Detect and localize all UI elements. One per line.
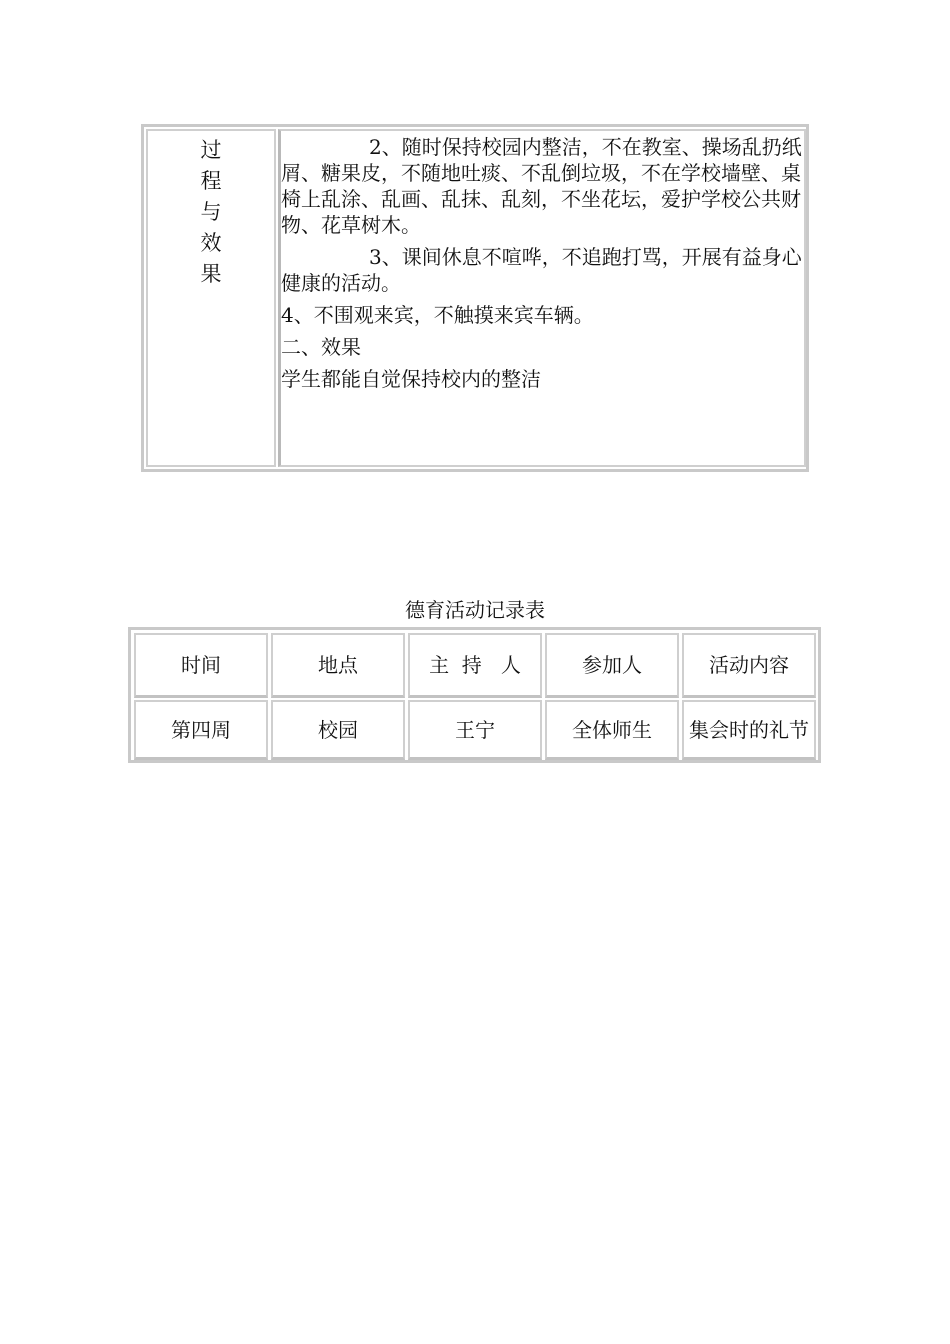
header-cell-time: 时间 [134, 633, 268, 698]
row-cell-content: 集会时的礼节 [682, 700, 816, 760]
row-cell-place: 校园 [271, 700, 405, 760]
label-char: 与 [200, 200, 222, 224]
rule-paragraph: 4、不围观来宾，不触摸来宾车辆。 [281, 303, 594, 327]
header-cell-host: 主 持 人 [408, 633, 542, 698]
effect-paragraph: 学生都能自觉保持校内的整洁 [281, 367, 541, 391]
activity-record-title: 德育活动记录表 [405, 598, 545, 622]
process-effect-label-cell [146, 129, 276, 467]
header-cell-participants: 参加人 [545, 633, 679, 698]
activity-record-table [128, 627, 821, 763]
process-effect-text [281, 134, 811, 392]
rule-paragraph: 2、随时保持校园内整洁，不在教室、操场乱扔纸屑、糖果皮，不随地吐痰、不乱倒垃圾，不在学校墙壁、桌椅上乱涂、乱画、乱抹、乱刻，不坐花坛，爱护学校公共财物、花草树木。 [281, 135, 802, 237]
row-cell-time: 第四周 [134, 700, 268, 760]
label-char: 程 [200, 169, 222, 193]
rule-paragraph: 3、课间休息不喧哗，不追跑打骂，开展有益身心健康的活动。 [281, 245, 802, 295]
row-cell-host: 王宁 [408, 700, 542, 760]
row-cell-participants: 全体师生 [545, 700, 679, 760]
section-heading: 二、效果 [281, 335, 361, 359]
process-effect-content-cell [278, 129, 806, 467]
header-cell-place: 地点 [271, 633, 405, 698]
label-char: 效 [200, 231, 222, 255]
header-cell-content: 活动内容 [682, 633, 816, 698]
process-effect-table [141, 124, 809, 472]
process-effect-label [148, 135, 274, 290]
label-char: 过 [200, 138, 222, 162]
label-char: 果 [200, 262, 222, 286]
